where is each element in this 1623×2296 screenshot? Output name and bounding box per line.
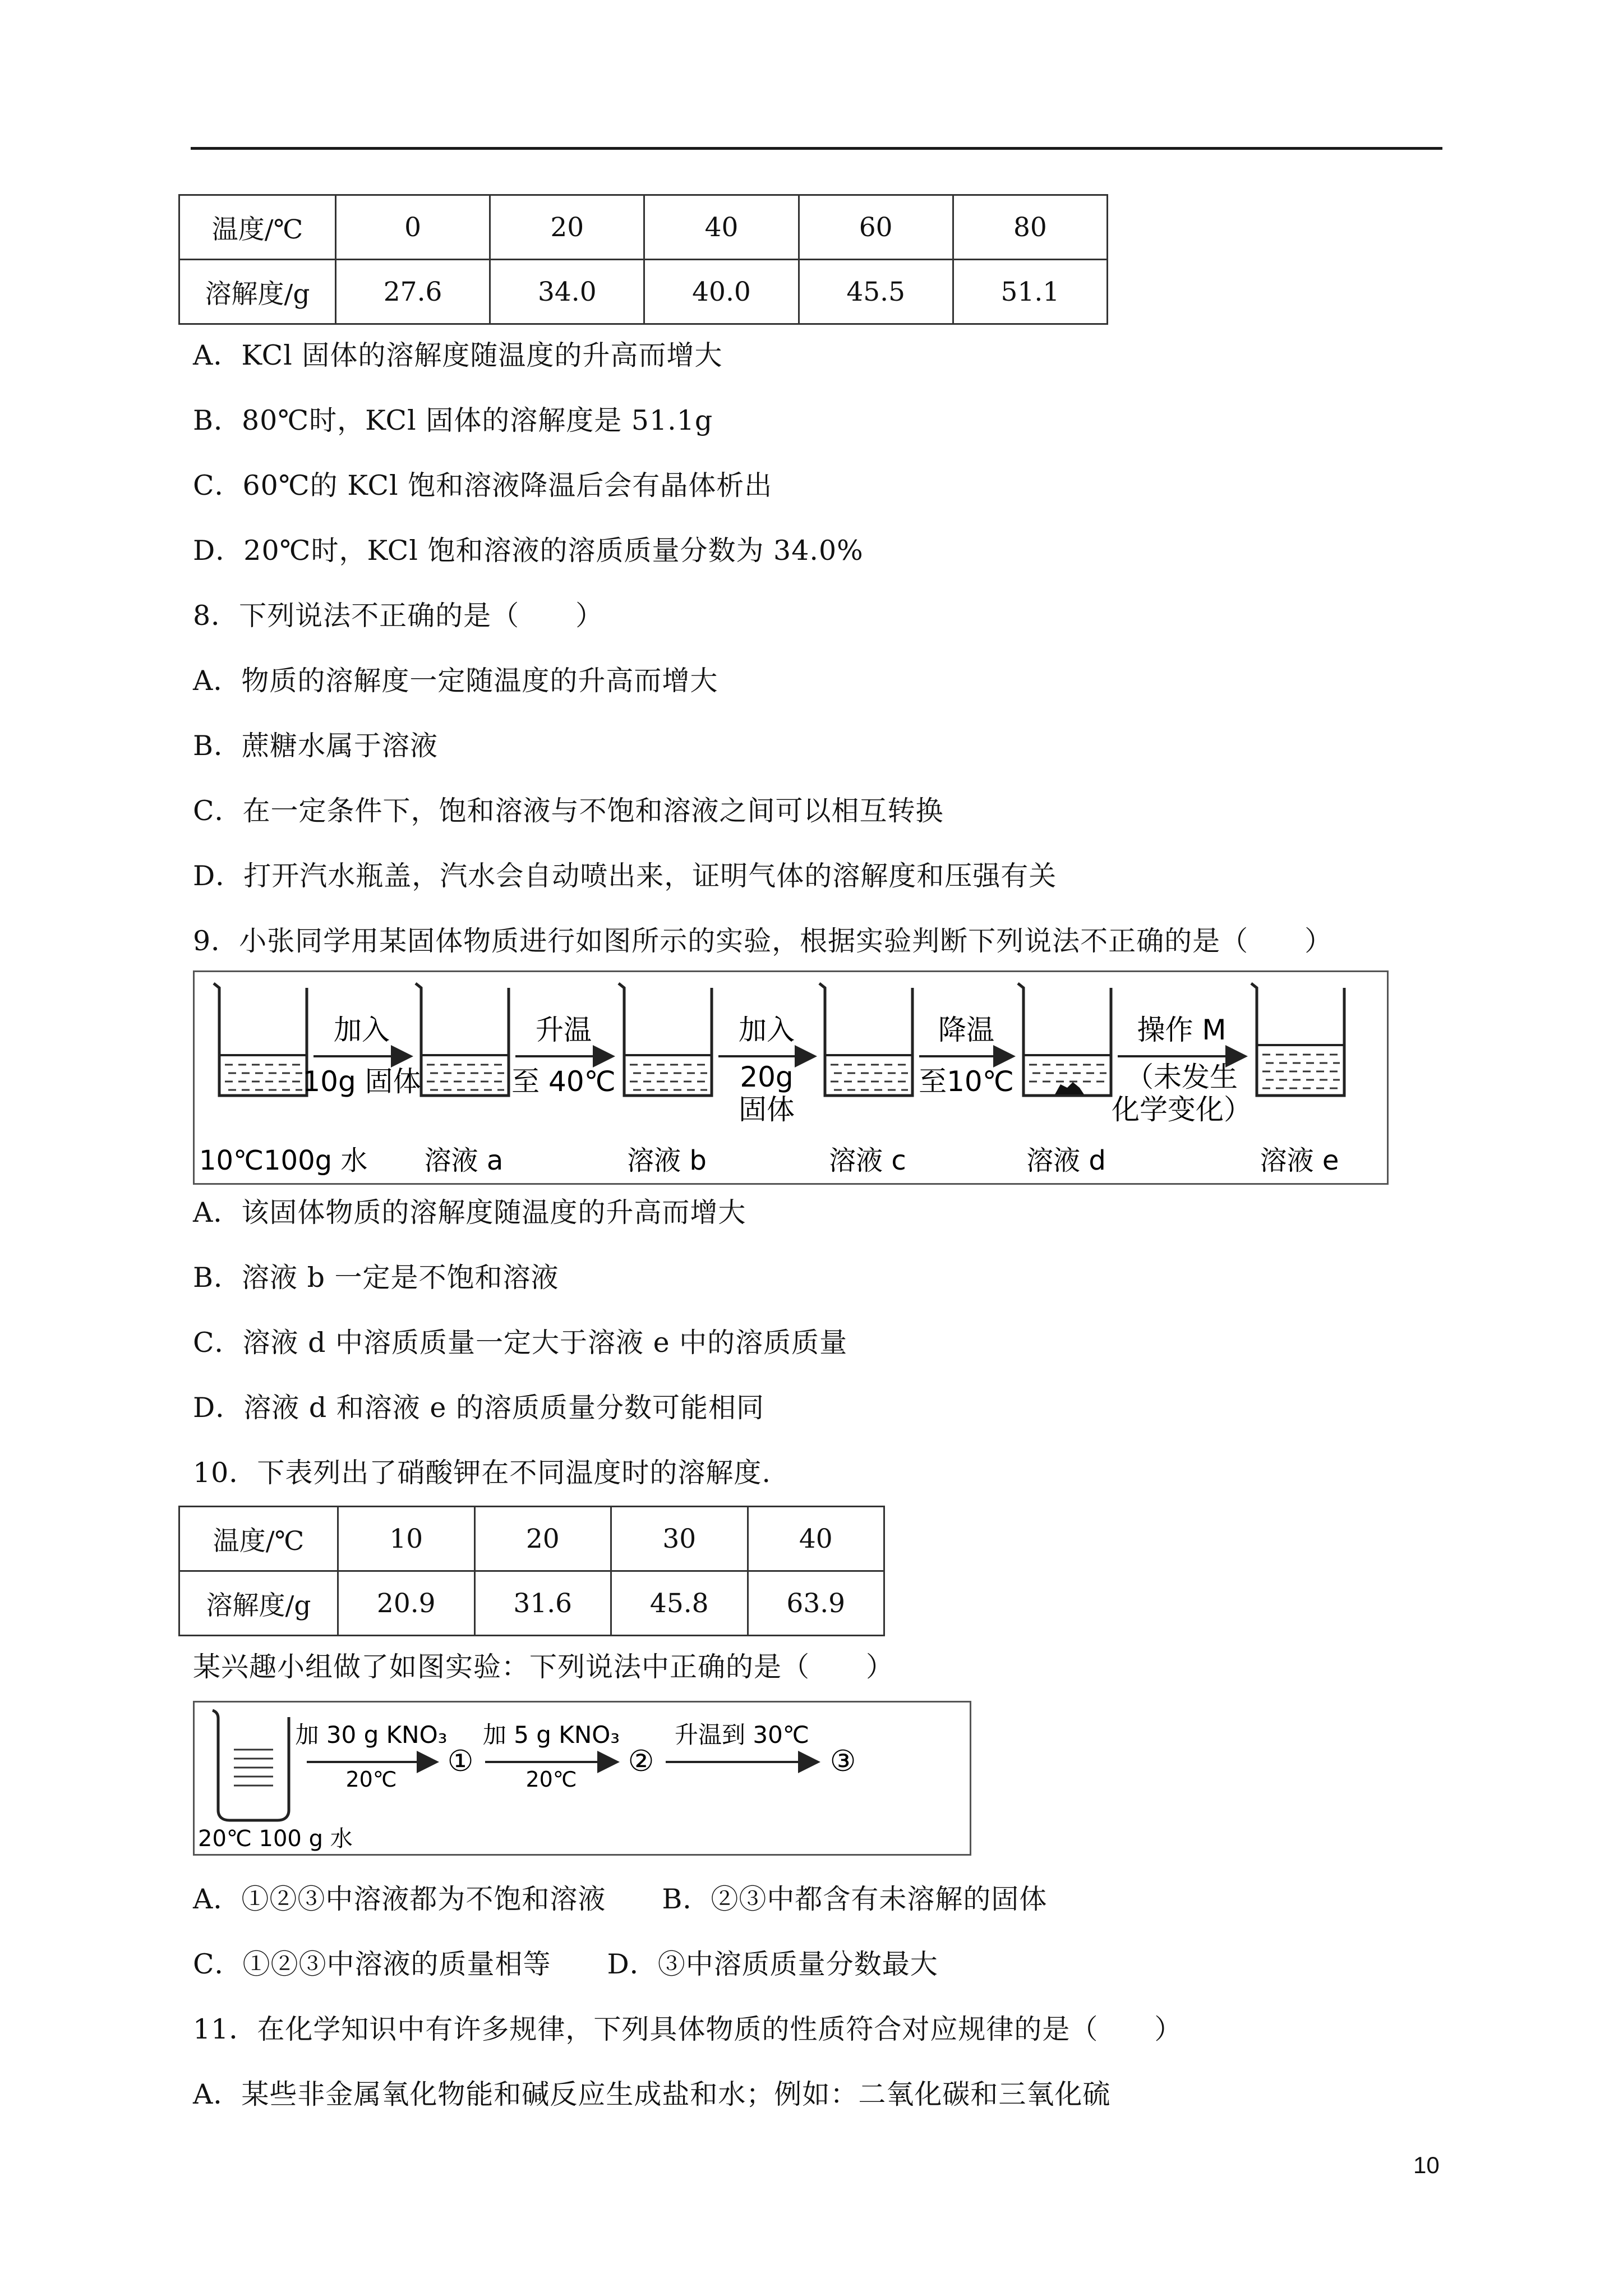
q9-option-a: A．该固体物质的溶解度随温度的升高而增大: [193, 1197, 746, 1228]
table-cell: 40.0: [644, 260, 799, 324]
table-cell: 60: [799, 195, 953, 260]
q9-stem: 9．小张同学用某固体物质进行如图所示的实验，根据实验判断下列说法不正确的是（ ）: [193, 925, 1333, 957]
arrow-label: 降温: [938, 1014, 994, 1046]
arrow-label: 20g: [740, 1061, 794, 1093]
arrow-label: 加 5 g KNO₃: [482, 1721, 620, 1749]
arrow-label: 化学变化）: [1112, 1093, 1252, 1126]
q8-option-b: B．蔗糖水属于溶液: [193, 730, 439, 762]
beaker-label: 10℃100g 水: [199, 1145, 368, 1176]
table-cell: 80: [953, 195, 1107, 260]
q9-option-b: B．溶液 b 一定是不饱和溶液: [193, 1262, 559, 1294]
beaker-icon: [619, 983, 712, 1096]
beaker-icon: [819, 983, 912, 1096]
q8-stem: 8．下列说法不正确的是（ ）: [193, 600, 604, 632]
q8-option-a: A．物质的溶解度一定随温度的升高而增大: [193, 665, 718, 697]
arrow-label: 加入: [334, 1014, 390, 1046]
table-cell: 63.9: [748, 1571, 884, 1636]
arrow-label: 20℃: [525, 1767, 577, 1792]
table-cell: 20: [474, 1507, 611, 1571]
beaker-label: 溶液 d: [1026, 1145, 1106, 1176]
table-cell: 27.6: [336, 260, 490, 324]
stage-marker: ①: [447, 1745, 474, 1778]
arrow-label: 加入: [739, 1014, 795, 1046]
q10-experiment-figure: [193, 1701, 971, 1856]
beaker-icon: [1251, 983, 1344, 1096]
q8-option-c: C．在一定条件下，饱和溶液与不饱和溶液之间可以相互转换: [193, 795, 944, 827]
table-cell: 20: [490, 195, 644, 260]
q7-option-d: D．20℃时，KCl 饱和溶液的溶质质量分数为 34.0%: [193, 535, 864, 567]
arrow-label: 升温到 30℃: [675, 1721, 809, 1749]
q7-option-b: B．80℃时，KCl 固体的溶解度是 51.1g: [193, 404, 713, 436]
kcl-solubility-table: [178, 194, 1108, 325]
table-cell: 31.6: [474, 1571, 611, 1636]
table-row: [179, 1507, 884, 1571]
table-cell: 51.1: [953, 260, 1107, 324]
arrow-label: 20℃: [345, 1767, 397, 1792]
q10-figure-svg: [195, 1703, 970, 1854]
beaker-label: 溶液 b: [627, 1145, 707, 1176]
arrow-label: （未发生: [1126, 1061, 1238, 1093]
q10-intro: 某兴趣小组做了如图实验：下列说法中正确的是（ ）: [193, 1651, 895, 1683]
table-cell: 34.0: [490, 260, 644, 324]
arrow-label: 升温: [536, 1014, 592, 1046]
table-cell: 40: [644, 195, 799, 260]
arrow-label: 加 30 g KNO₃: [295, 1721, 448, 1749]
beaker-label: 20℃ 100 g 水: [198, 1826, 353, 1852]
q9-figure-svg: [195, 972, 1387, 1183]
beaker-label: 溶液 c: [829, 1145, 906, 1176]
table-cell: 10: [338, 1507, 475, 1571]
beaker-icon: [214, 983, 307, 1096]
q10-options-line2: C．①②③中溶液的质量相等 D．③中溶质质量分数最大: [193, 1948, 938, 1980]
q11-option-a: A．某些非金属氧化物能和碱反应生成盐和水；例如：二氧化碳和三氧化硫: [193, 2078, 1111, 2110]
page-number: 10: [1413, 2152, 1440, 2178]
q9-experiment-figure: [193, 970, 1389, 1185]
arrow-label: 操作 M: [1137, 1014, 1227, 1046]
q7-option-a: A．KCl 固体的溶解度随温度的升高而增大: [193, 339, 723, 371]
q9-option-c: C．溶液 d 中溶质质量一定大于溶液 e 中的溶质质量: [193, 1327, 848, 1359]
beaker-icon: [213, 1710, 289, 1820]
table-cell: 45.5: [799, 260, 953, 324]
q10-options-line1: A．①②③中溶液都为不饱和溶液 B．②③中都含有未溶解的固体: [193, 1883, 1048, 1915]
arrow-label: 至 40℃: [511, 1065, 616, 1098]
beaker-label: 溶液 e: [1260, 1145, 1339, 1176]
table-cell: 温度/℃: [179, 195, 336, 260]
stage-marker: ②: [628, 1745, 654, 1778]
arrow-label: 至10℃: [919, 1065, 1014, 1098]
header-rule: [191, 147, 1442, 150]
beaker-icon: [416, 983, 509, 1096]
q10-stem: 10．下表列出了硝酸钾在不同温度时的溶解度.: [193, 1457, 771, 1489]
table-cell: 溶解度/g: [179, 260, 336, 324]
beaker-label: 溶液 a: [424, 1145, 504, 1176]
table-cell: 40: [748, 1507, 884, 1571]
q7-option-c: C．60℃的 KCl 饱和溶液降温后会有晶体析出: [193, 470, 773, 501]
table-cell: 温度/℃: [179, 1507, 338, 1571]
table-row: [179, 260, 1108, 324]
q9-option-d: D．溶液 d 和溶液 e 的溶质质量分数可能相同: [193, 1392, 764, 1424]
table-row: [179, 195, 1108, 260]
table-cell: 溶解度/g: [179, 1571, 338, 1636]
arrow-label: 固体: [739, 1093, 795, 1126]
table-cell: 45.8: [611, 1571, 748, 1636]
table-cell: 30: [611, 1507, 748, 1571]
table-cell: 20.9: [338, 1571, 475, 1636]
q11-stem: 11．在化学知识中有许多规律，下列具体物质的性质符合对应规律的是（ ）: [193, 2013, 1183, 2045]
table-row: [179, 1571, 884, 1636]
arrow-label: 10g 固体: [302, 1065, 421, 1098]
q8-option-d: D．打开汽水瓶盖，汽水会自动喷出来，证明气体的溶解度和压强有关: [193, 860, 1057, 892]
beaker-with-crystals-icon: [1018, 983, 1111, 1096]
table-cell: 0: [336, 195, 490, 260]
kno3-solubility-table: [178, 1506, 885, 1636]
stage-marker: ③: [829, 1745, 856, 1778]
